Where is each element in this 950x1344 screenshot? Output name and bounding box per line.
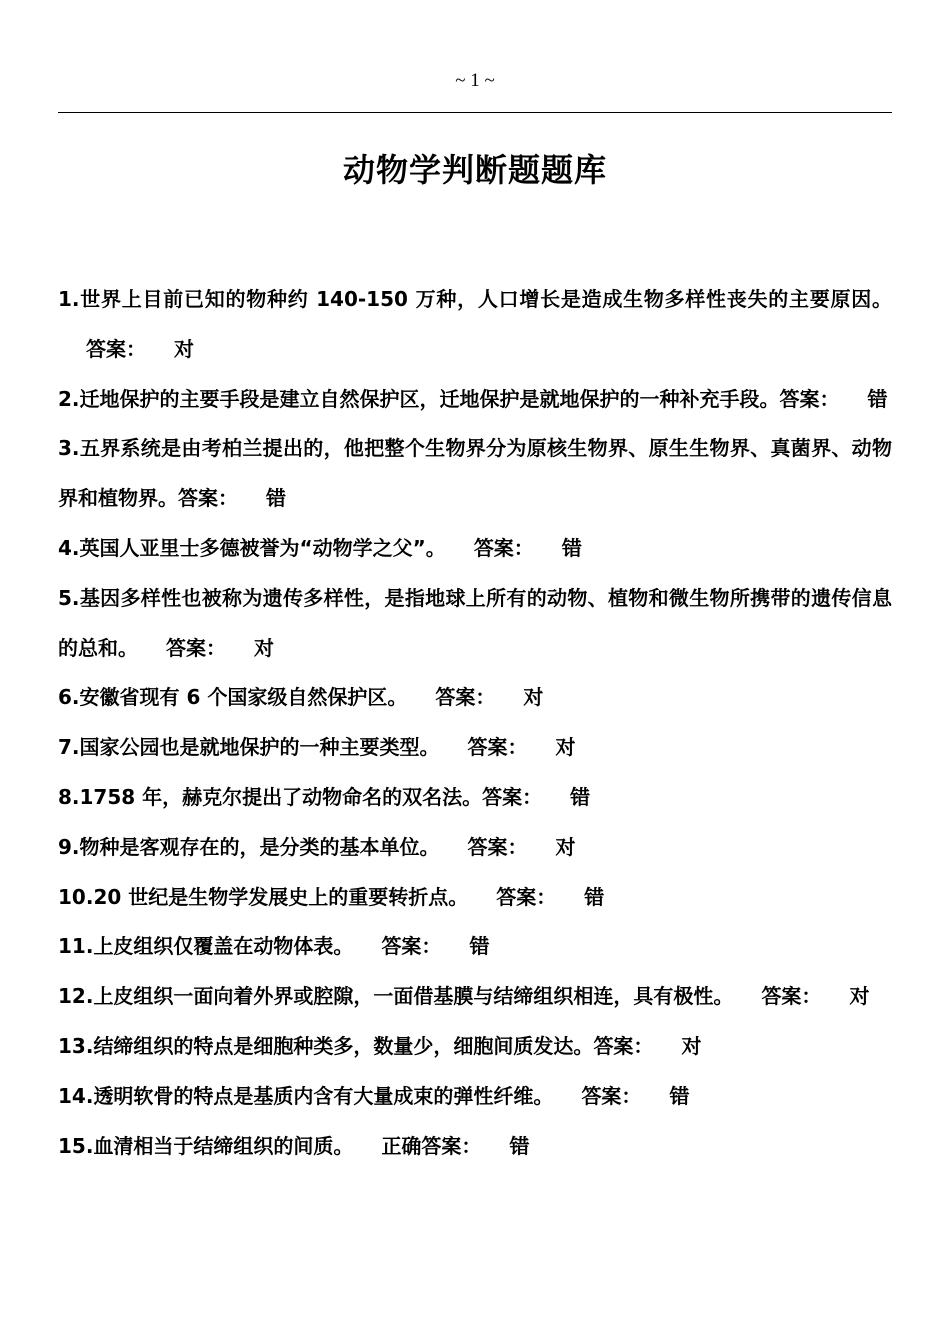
question-text: 20 世纪是生物学发展史上的重要转折点。 xyxy=(93,884,469,909)
answer-label: 答案： xyxy=(381,934,442,959)
question-item xyxy=(58,1022,892,1072)
answer-label: 答案： xyxy=(593,1033,654,1058)
answer-value: 对 xyxy=(174,336,194,361)
question-text: 国家公园也是就地保护的一种主要类型。 xyxy=(79,735,440,760)
question-text: 英国人亚里士多德被誉为“动物学之父”。 xyxy=(79,535,446,560)
answer-label: 答案： xyxy=(86,336,146,361)
page-number: ~ 1 ~ xyxy=(455,70,495,91)
question-number: 4. xyxy=(58,535,80,560)
answer-label: 答案： xyxy=(779,386,840,411)
answer-label: 答案： xyxy=(581,1083,642,1108)
answer-label: 答案： xyxy=(473,535,534,560)
question-text: 安徽省现有 6 个国家级自然保护区。 xyxy=(79,685,408,710)
answer-value: 对 xyxy=(849,984,870,1009)
question-number: 14. xyxy=(58,1083,94,1108)
answer-value: 错 xyxy=(584,884,605,909)
question-text: 血清相当于结缔组织的间质。 xyxy=(93,1133,354,1158)
question-list xyxy=(58,275,892,1171)
question-number: 7. xyxy=(58,735,80,760)
question-item xyxy=(58,574,892,674)
question-text: 五界系统是由考柏兰提出的，他把整个生物界分为原核生物界、原生生物界、真菌界、动物界和植物界。 xyxy=(58,436,892,511)
document-title: 动物学判断题题库 xyxy=(342,151,607,189)
answer-value: 错 xyxy=(867,386,888,411)
question-item xyxy=(58,873,892,923)
question-item xyxy=(58,723,892,773)
question-item xyxy=(58,773,892,823)
question-number: 2. xyxy=(58,386,80,411)
question-number: 12. xyxy=(58,984,94,1009)
question-text: 基因多样性也被称为遗传多样性，是指地球上所有的动物、植物和微生物所携带的遗传信息的总和。 xyxy=(58,585,892,660)
question-text: 世界上目前已知的物种约 140-150 万种，人口增长是造成生物多样性丧失的主要原因。 xyxy=(79,287,892,311)
question-item xyxy=(58,1072,892,1122)
answer-value: 对 xyxy=(555,735,576,760)
question-number: 9. xyxy=(58,834,80,859)
answer-value: 对 xyxy=(254,635,274,660)
question-text: 结缔组织的特点是细胞种类多，数量少，细胞间质发达。 xyxy=(93,1033,594,1058)
answer-label: 答案： xyxy=(496,884,557,909)
question-number: 8. xyxy=(58,784,80,809)
question-text: 1758 年，赫克尔提出了动物命名的双名法。 xyxy=(79,784,483,809)
answer-value: 错 xyxy=(266,486,286,511)
answer-value: 错 xyxy=(509,1133,530,1158)
answer-label: 答案： xyxy=(467,735,528,760)
question-item xyxy=(58,424,892,524)
question-item xyxy=(58,1122,892,1172)
question-item xyxy=(58,673,892,723)
answer-label: 答案： xyxy=(178,486,238,511)
answer-label: 答案： xyxy=(435,685,496,710)
question-number: 3. xyxy=(58,436,80,461)
question-number: 13. xyxy=(58,1033,94,1058)
question-text: 上皮组织一面向着外界或腔隙，一面借基膜与结缔组织相连，具有极性。 xyxy=(93,984,734,1009)
question-number: 10. xyxy=(58,884,94,909)
answer-value: 对 xyxy=(523,685,544,710)
answer-label: 答案： xyxy=(166,635,226,660)
answer-label: 答案： xyxy=(467,834,528,859)
answer-value: 错 xyxy=(469,934,490,959)
answer-value: 对 xyxy=(681,1033,702,1058)
question-item xyxy=(58,275,892,375)
answer-label: 正确答案： xyxy=(381,1133,482,1158)
answer-value: 错 xyxy=(669,1083,690,1108)
answer-label: 答案： xyxy=(761,984,822,1009)
question-number: 15. xyxy=(58,1133,94,1158)
question-text: 透明软骨的特点是基质内含有大量成束的弹性纤维。 xyxy=(93,1083,554,1108)
question-text: 迁地保护的主要手段是建立自然保护区，迁地保护是就地保护的一种补充手段。 xyxy=(79,386,780,411)
question-number: 11. xyxy=(58,934,94,959)
question-number: 6. xyxy=(58,685,80,710)
header-divider xyxy=(58,112,892,113)
question-number: 1. xyxy=(58,287,80,311)
question-item xyxy=(58,375,892,425)
question-item xyxy=(58,972,892,1022)
question-text: 上皮组织仅覆盖在动物体表。 xyxy=(93,934,354,959)
question-item xyxy=(58,823,892,873)
answer-value: 错 xyxy=(561,535,582,560)
answer-label: 答案： xyxy=(482,784,543,809)
question-text: 物种是客观存在的，是分类的基本单位。 xyxy=(79,834,440,859)
answer-value: 对 xyxy=(555,834,576,859)
question-item xyxy=(58,922,892,972)
question-number: 5. xyxy=(58,585,80,610)
answer-value: 错 xyxy=(570,784,591,809)
question-item xyxy=(58,524,892,574)
